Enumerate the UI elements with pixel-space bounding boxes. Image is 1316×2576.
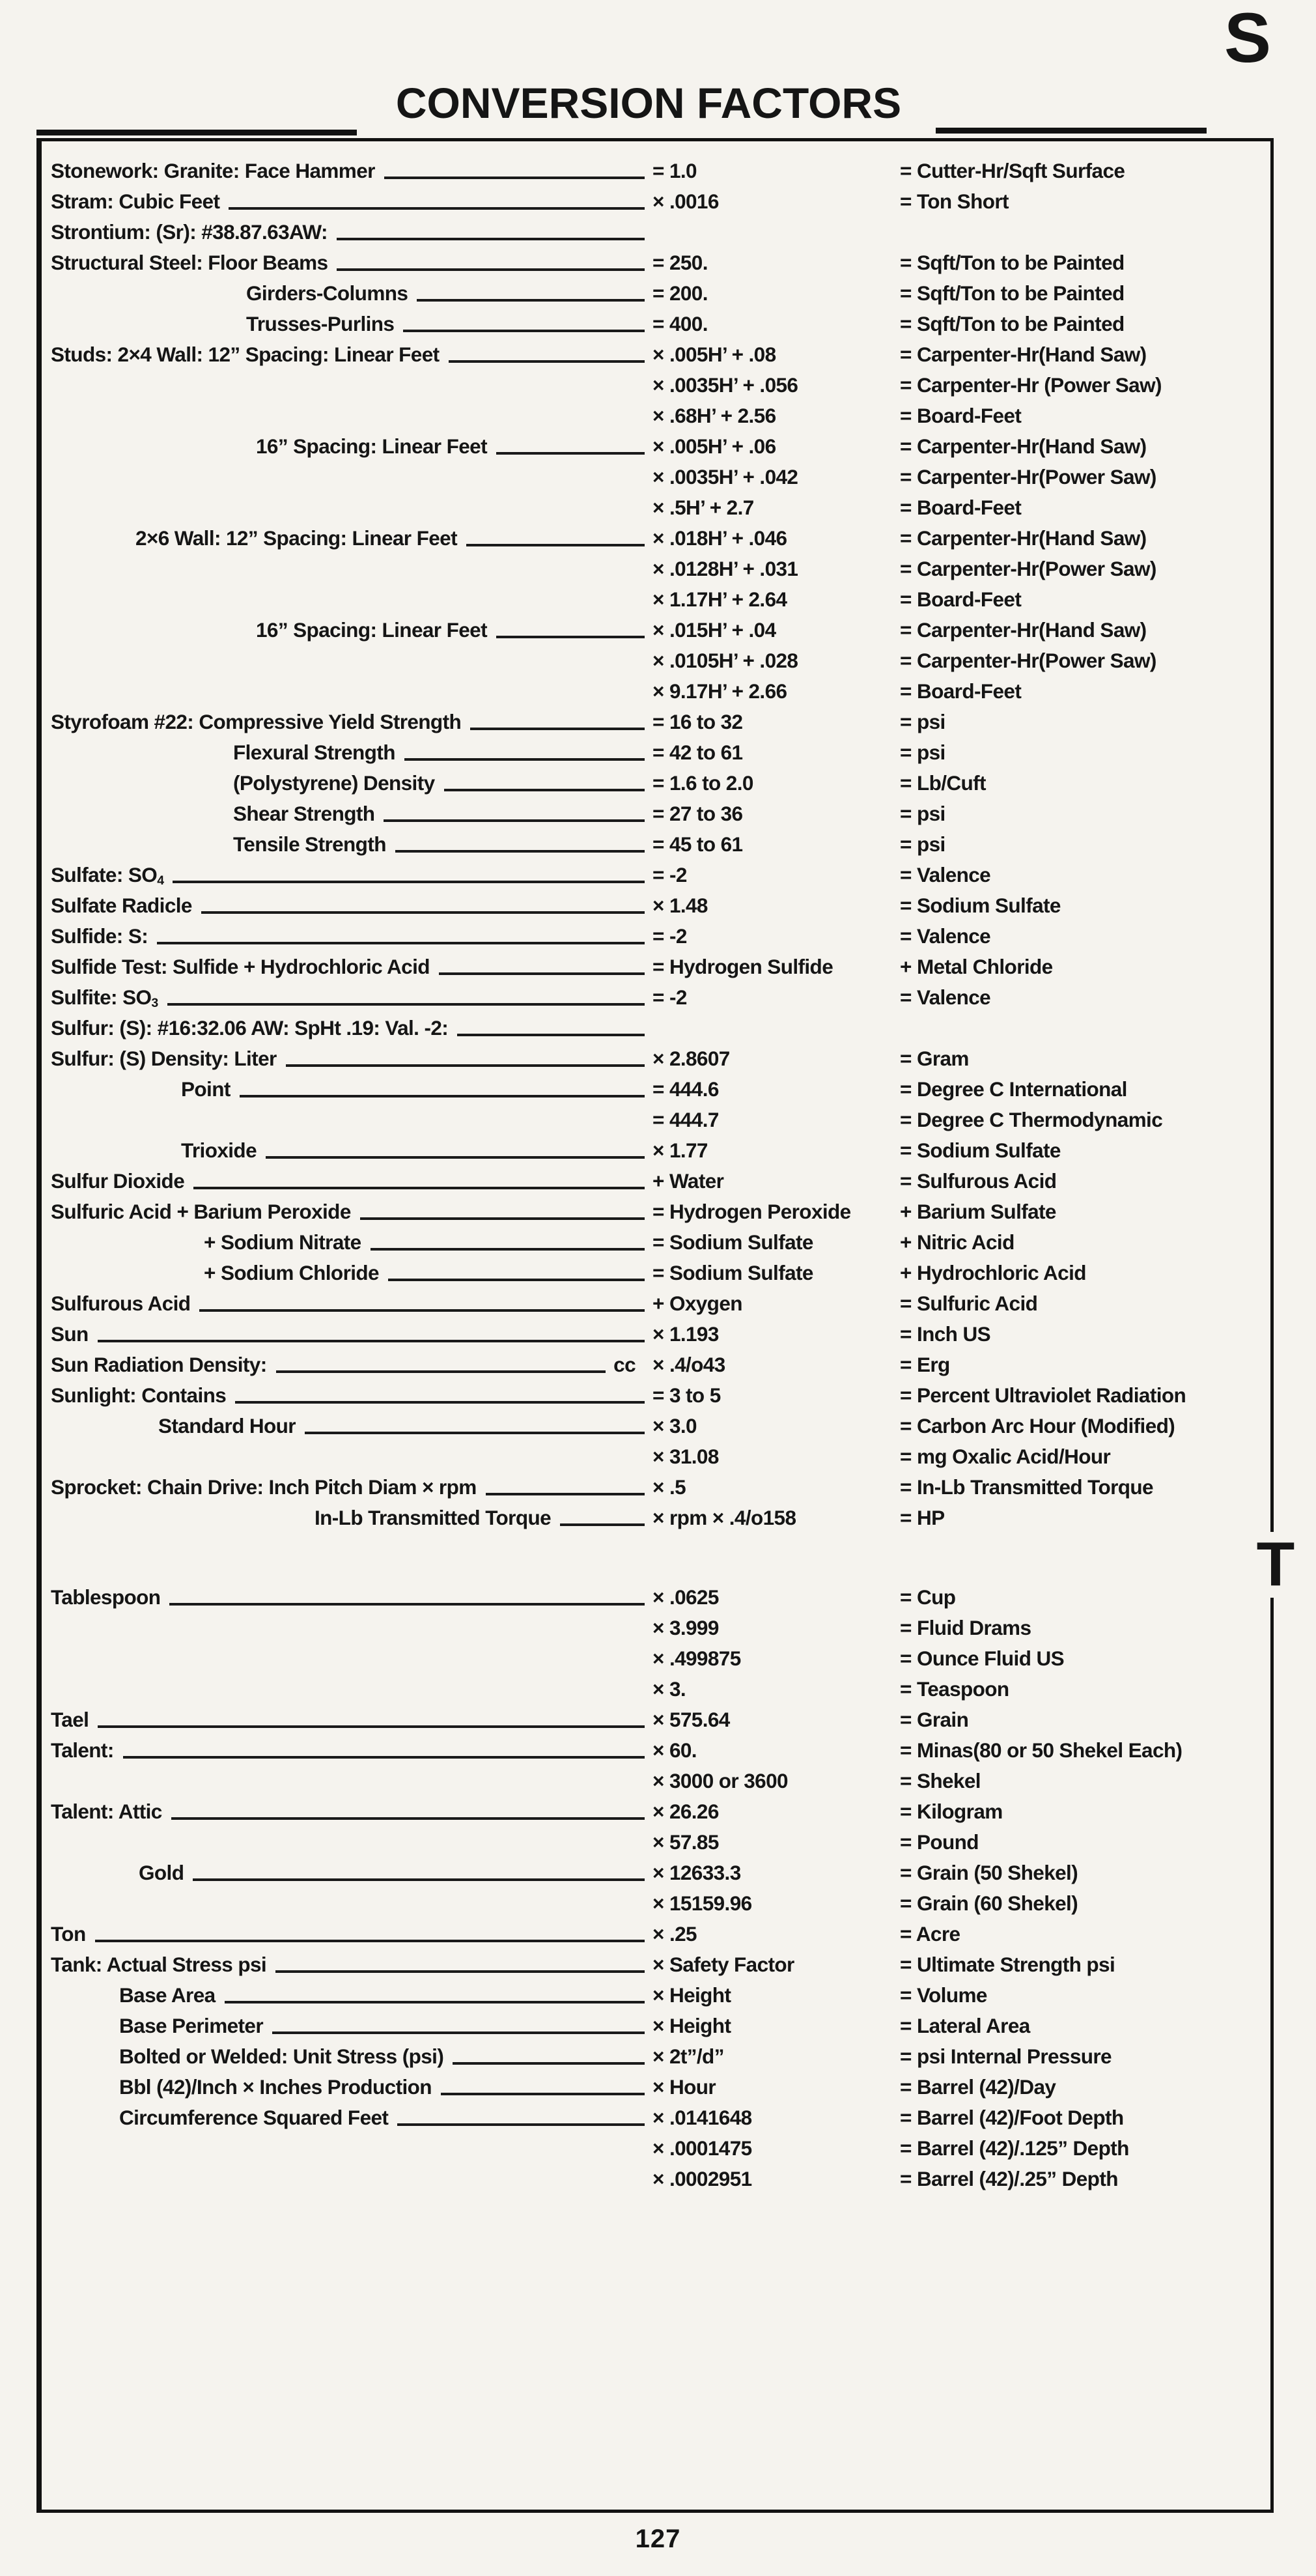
row-factor: = 1.6 to 2.0 <box>652 771 753 795</box>
row-result: = Barrel (42)/.125” Depth <box>900 2136 1129 2160</box>
row-label: Trusses-Purlins <box>246 312 395 335</box>
row-label: Styrofoam #22: Compressive Yield Strength <box>51 710 462 733</box>
table-row <box>51 1503 1261 1533</box>
row-label: Tablespoon <box>51 1585 161 1609</box>
table-row <box>51 768 1261 799</box>
row-factor: × 9.17H’ + 2.66 <box>652 679 787 703</box>
row-label: + Sodium Nitrate <box>204 1230 361 1254</box>
table-row <box>51 584 1261 615</box>
row-factor: × .499875 <box>652 1647 741 1670</box>
table-row <box>51 1288 1261 1319</box>
row-label: Trioxide <box>181 1139 257 1162</box>
row-result: = Grain (60 Shekel) <box>900 1891 1078 1915</box>
row-result: = Carpenter-Hr (Power Saw) <box>900 373 1162 397</box>
leader-line <box>272 2031 645 2034</box>
row-factor: × rpm × .4/o158 <box>652 1506 796 1529</box>
row-label: Strontium: (Sr): #38.87.63AW: <box>51 220 328 244</box>
row-result: = Carbon Arc Hour (Modified) <box>900 1414 1175 1437</box>
table-row <box>51 1105 1261 1135</box>
row-factor: = Hydrogen Sulfide <box>652 955 833 978</box>
row-label: In-Lb Transmitted Torque <box>315 1506 552 1529</box>
row-result: = Sodium Sulfate <box>900 1139 1061 1162</box>
row-label: Sulfate: SO4 <box>51 863 164 888</box>
row-result: = Ultimate Strength psi <box>900 1953 1115 1976</box>
row-label: Tael <box>51 1708 89 1731</box>
row-factor: = 444.6 <box>652 1077 719 1101</box>
leader-line <box>486 1493 645 1495</box>
row-factor: = 3 to 5 <box>652 1383 721 1407</box>
row-result: = Valence <box>900 924 991 948</box>
leader-line <box>235 1401 645 1404</box>
leader-line <box>384 177 645 179</box>
row-result: = Cutter-Hr/Sqft Surface <box>900 159 1125 182</box>
table-row <box>51 248 1261 278</box>
leader-line <box>199 1309 645 1312</box>
row-label: 2×6 Wall: 12” Spacing: Linear Feet <box>135 526 457 550</box>
row-label: Tensile Strength <box>233 832 386 856</box>
table-row <box>51 278 1261 309</box>
page-number: 127 <box>635 2525 681 2553</box>
row-result: = Lb/Cuft <box>900 771 986 795</box>
leader-line <box>95 1940 645 1942</box>
row-result: + Nitric Acid <box>900 1230 1015 1254</box>
row-label: Circumference Squared Feet <box>119 2106 389 2129</box>
table-row <box>51 1949 1261 1980</box>
row-factor: × 3000 or 3600 <box>652 1769 788 1792</box>
row-factor: × 57.85 <box>652 1830 719 1854</box>
row-factor: × .0002951 <box>652 2167 752 2190</box>
row-result: = Shekel <box>900 1769 981 1792</box>
row-label: Talent: Attic <box>51 1800 162 1823</box>
table-row <box>51 1411 1261 1441</box>
table-row <box>51 1582 1261 1613</box>
table-row <box>51 339 1261 370</box>
leader-line <box>305 1432 645 1434</box>
row-result: = psi <box>900 802 945 825</box>
leader-line <box>388 1279 645 1281</box>
row-result: = Valence <box>900 985 991 1009</box>
row-label: Girders-Columns <box>246 281 408 305</box>
table-row <box>51 1980 1261 2011</box>
table-frame <box>36 138 1274 2513</box>
row-result: = Percent Ultraviolet Radiation <box>900 1383 1186 1407</box>
row-label: Sulfurous Acid <box>51 1292 191 1315</box>
leader-line <box>395 850 645 853</box>
table-row <box>51 952 1261 982</box>
row-result: = Pound <box>900 1830 979 1854</box>
leader-line <box>439 972 645 975</box>
table-row <box>51 1013 1261 1043</box>
leader-line <box>337 268 645 271</box>
row-result: = Carpenter-Hr(Power Saw) <box>900 557 1156 580</box>
row-result: = Minas(80 or 50 Shekel Each) <box>900 1738 1183 1762</box>
leader-line <box>360 1217 645 1220</box>
row-result: + Hydrochloric Acid <box>900 1261 1086 1284</box>
row-factor: = 444.7 <box>652 1108 719 1131</box>
table-row <box>51 1674 1261 1705</box>
table-row <box>51 1135 1261 1166</box>
row-label: Sulfur: (S): #16:32.06 AW: SpHt .19: Val. -2: <box>51 1016 449 1040</box>
row-factor: × .005H’ + .08 <box>652 343 776 366</box>
table-row <box>51 2072 1261 2102</box>
row-factor: × 2t”/d” <box>652 2045 724 2068</box>
row-factor: = 45 to 61 <box>652 832 743 856</box>
row-factor: + Water <box>652 1169 724 1193</box>
row-factor: = -2 <box>652 985 687 1009</box>
row-factor: × Height <box>652 1983 731 2007</box>
table-row <box>51 982 1261 1013</box>
row-label: Sulfate Radicle <box>51 894 192 917</box>
row-label: Talent: <box>51 1738 114 1762</box>
table-row <box>51 309 1261 339</box>
table-row <box>51 1441 1261 1472</box>
table-row <box>51 1380 1261 1411</box>
row-factor: = Sodium Sulfate <box>652 1261 813 1284</box>
row-factor: × 1.17H’ + 2.64 <box>652 587 787 611</box>
row-label: + Sodium Chloride <box>204 1261 379 1284</box>
row-result: = Carpenter-Hr(Hand Saw) <box>900 343 1147 366</box>
row-label: Sunlight: Contains <box>51 1383 227 1407</box>
table-row <box>51 1043 1261 1074</box>
table-row <box>51 523 1261 554</box>
row-result: = Carpenter-Hr(Hand Saw) <box>900 526 1147 550</box>
row-result: = Ton Short <box>900 190 1009 213</box>
row-label: (Polystyrene) Density <box>233 771 435 795</box>
leader-line <box>157 942 645 944</box>
row-result: = Sulfuric Acid <box>900 1292 1038 1315</box>
row-factor: × .4/o43 <box>652 1353 725 1376</box>
row-label: Tank: Actual Stress psi <box>51 1953 267 1976</box>
row-factor: × .0001475 <box>652 2136 752 2160</box>
table-row <box>51 645 1261 676</box>
leader-line <box>404 758 645 761</box>
leader-line <box>276 1370 606 1373</box>
chemical-subscript: 3 <box>151 996 158 1011</box>
row-factor: × 3.999 <box>652 1616 719 1639</box>
table-row <box>51 1196 1261 1227</box>
row-label: Gold <box>139 1861 184 1884</box>
leader-line <box>173 881 645 883</box>
row-label: Sulfur Dioxide <box>51 1169 185 1193</box>
row-factor: × .25 <box>652 1922 697 1946</box>
row-result: = Inch US <box>900 1322 991 1346</box>
row-result: = Acre <box>900 1922 960 1946</box>
row-result: = Degree C Thermodynamic <box>900 1108 1163 1131</box>
leader-line <box>496 636 645 638</box>
row-factor: × .0035H’ + .042 <box>652 465 798 488</box>
table-row <box>51 1350 1261 1380</box>
title-rule-right <box>936 128 1207 134</box>
row-factor: × 60. <box>652 1738 697 1762</box>
leader-line <box>337 238 645 240</box>
row-label: Sulfite: SO3 <box>51 985 158 1011</box>
table-row <box>51 1166 1261 1196</box>
row-factor: × Height <box>652 2014 731 2037</box>
table-row <box>51 1705 1261 1735</box>
leader-line <box>403 330 645 332</box>
table-row <box>51 370 1261 401</box>
table-row <box>51 492 1261 523</box>
row-factor: × 15159.96 <box>652 1891 752 1915</box>
leader-line <box>98 1340 645 1342</box>
page-title: CONVERSION FACTORS <box>395 79 902 127</box>
row-factor: × .5H’ + 2.7 <box>652 496 754 519</box>
table-row <box>51 890 1261 921</box>
row-result: = Board-Feet <box>900 587 1022 611</box>
leader-line <box>470 728 645 730</box>
row-result: = Carpenter-Hr(Hand Saw) <box>900 618 1147 642</box>
row-result: = HP <box>900 1506 945 1529</box>
row-result: = Ounce Fluid US <box>900 1647 1065 1670</box>
leader-line <box>193 1878 645 1881</box>
row-result: = Cup <box>900 1585 956 1609</box>
row-label: Structural Steel: Floor Beams <box>51 251 328 274</box>
table-row <box>51 676 1261 707</box>
row-result: = Board-Feet <box>900 496 1022 519</box>
row-label: Sulfur: (S) Density: Liter <box>51 1047 277 1070</box>
table-row <box>51 401 1261 431</box>
row-result: = psi <box>900 832 945 856</box>
leader-line <box>123 1756 645 1759</box>
table-row <box>51 1919 1261 1949</box>
leader-line <box>171 1817 645 1820</box>
row-factor: × .0128H’ + .031 <box>652 557 798 580</box>
row-factor: × .0105H’ + .028 <box>652 649 798 672</box>
row-label: Base Perimeter <box>119 2014 263 2037</box>
table-row <box>51 2011 1261 2041</box>
row-result: = Carpenter-Hr(Hand Saw) <box>900 434 1147 458</box>
row-factor: × Safety Factor <box>652 1953 794 1976</box>
row-factor: × 2.8607 <box>652 1047 730 1070</box>
row-result: = psi <box>900 741 945 764</box>
leader-line <box>371 1248 645 1251</box>
table-row <box>51 554 1261 584</box>
row-result: = Board-Feet <box>900 404 1022 427</box>
row-factor: × 1.77 <box>652 1139 708 1162</box>
leader-line <box>457 1034 645 1036</box>
title-rule-left <box>36 130 357 135</box>
row-factor: = Sodium Sulfate <box>652 1230 813 1254</box>
row-result: = Barrel (42)/.25” Depth <box>900 2167 1118 2190</box>
row-label: Base Area <box>119 1983 216 2007</box>
row-factor: × 26.26 <box>652 1800 719 1823</box>
leader-line <box>275 1970 645 1973</box>
row-label: Standard Hour <box>158 1414 296 1437</box>
table-row <box>51 1613 1261 1643</box>
row-result: = Sqft/Ton to be Painted <box>900 312 1125 335</box>
row-result: = Gram <box>900 1047 969 1070</box>
section-tab-s: S <box>1224 0 1272 77</box>
leader-line <box>201 911 645 914</box>
row-factor: = -2 <box>652 863 687 886</box>
table-row <box>51 1258 1261 1288</box>
row-label: Studs: 2×4 Wall: 12” Spacing: Linear Feet <box>51 343 440 366</box>
row-result: = Grain <box>900 1708 969 1731</box>
row-result: = Lateral Area <box>900 2014 1030 2037</box>
row-label: Flexural Strength <box>233 741 395 764</box>
row-factor: × 3.0 <box>652 1414 697 1437</box>
row-label: Shear Strength <box>233 802 375 825</box>
conversion-table <box>51 156 1261 2194</box>
table-row <box>51 1888 1261 1919</box>
leader-line <box>286 1064 645 1067</box>
table-row <box>51 1827 1261 1858</box>
leader-line <box>444 789 645 791</box>
row-result: = Kilogram <box>900 1800 1003 1823</box>
row-label: Sulfide: S: <box>51 924 148 948</box>
leader-line <box>417 299 645 302</box>
row-result: = Degree C International <box>900 1077 1127 1101</box>
row-result: = Volume <box>900 1983 987 2007</box>
row-factor: = 16 to 32 <box>652 710 743 733</box>
row-factor: = 27 to 36 <box>652 802 743 825</box>
table-row <box>51 2133 1261 2164</box>
row-factor: × .0625 <box>652 1585 719 1609</box>
row-result: = Sodium Sulfate <box>900 894 1061 917</box>
row-result: = Barrel (42)/Day <box>900 2075 1056 2099</box>
table-row <box>51 799 1261 829</box>
table-row <box>51 1735 1261 1766</box>
leader-line <box>496 452 645 455</box>
row-factor: × .0035H’ + .056 <box>652 373 798 397</box>
row-label: Sprocket: Chain Drive: Inch Pitch Diam × rpm <box>51 1475 477 1499</box>
row-factor: × .0141648 <box>652 2106 752 2129</box>
row-result: = Sqft/Ton to be Painted <box>900 281 1125 305</box>
row-label: Stram: Cubic Feet <box>51 190 220 213</box>
row-factor: × .005H’ + .06 <box>652 434 776 458</box>
row-factor: = 200. <box>652 281 708 305</box>
table-row <box>51 2164 1261 2194</box>
leader-line <box>193 1187 645 1189</box>
table-row <box>51 707 1261 737</box>
table-row <box>51 431 1261 462</box>
leader-line <box>441 2093 645 2095</box>
row-factor: × .68H’ + 2.56 <box>652 404 776 427</box>
row-factor: × .0016 <box>652 190 719 213</box>
table-row <box>51 737 1261 768</box>
row-factor: × 12633.3 <box>652 1861 741 1884</box>
row-result: = Erg <box>900 1353 950 1376</box>
table-row <box>51 1796 1261 1827</box>
row-label: Sun <box>51 1322 89 1346</box>
table-row <box>51 1074 1261 1105</box>
leader-line <box>98 1725 645 1728</box>
row-result: = Sulfurous Acid <box>900 1169 1057 1193</box>
row-result: = Fluid Drams <box>900 1616 1031 1639</box>
leader-line <box>167 1003 645 1006</box>
row-label: Stonework: Granite: Face Hammer <box>51 159 375 182</box>
row-result: = psi Internal Pressure <box>900 2045 1112 2068</box>
row-result: = Carpenter-Hr(Power Saw) <box>900 649 1156 672</box>
row-result: + Barium Sulfate <box>900 1200 1056 1223</box>
table-row <box>51 1766 1261 1796</box>
table-row <box>51 217 1261 248</box>
row-result: = psi <box>900 710 945 733</box>
table-row <box>51 1227 1261 1258</box>
row-result: = mg Oxalic Acid/Hour <box>900 1445 1111 1468</box>
row-label: Sulfuric Acid + Barium Peroxide <box>51 1200 351 1223</box>
row-suffix: cc <box>613 1353 636 1376</box>
row-label: Ton <box>51 1922 86 1946</box>
row-result: = In-Lb Transmitted Torque <box>900 1475 1153 1499</box>
row-factor: × .5 <box>652 1475 686 1499</box>
row-factor: = 400. <box>652 312 708 335</box>
table-row <box>51 921 1261 952</box>
row-result: = Carpenter-Hr(Power Saw) <box>900 465 1156 488</box>
row-factor: × 575.64 <box>652 1708 730 1731</box>
leader-line <box>397 2123 645 2126</box>
row-label: Sulfide Test: Sulfide + Hydrochloric Acid <box>51 955 430 978</box>
row-result: = Sqft/Ton to be Painted <box>900 251 1125 274</box>
table-row <box>51 1858 1261 1888</box>
row-label: Bolted or Welded: Unit Stress (psi) <box>119 2045 444 2068</box>
chemical-subscript: 4 <box>157 873 164 888</box>
row-label: Point <box>181 1077 231 1101</box>
leader-line <box>453 2062 645 2065</box>
section-tab-t: T <box>1252 1532 1300 1598</box>
table-row <box>51 2102 1261 2133</box>
row-factor: = 250. <box>652 251 708 274</box>
row-label: Bbl (42)/Inch × Inches Production <box>119 2075 432 2099</box>
row-result: = Barrel (42)/Foot Depth <box>900 2106 1124 2129</box>
table-row <box>51 462 1261 492</box>
row-result: = Valence <box>900 863 991 886</box>
row-factor: × 3. <box>652 1677 686 1701</box>
leader-line <box>449 360 645 363</box>
leader-line <box>169 1603 645 1606</box>
row-factor: × .018H’ + .046 <box>652 526 787 550</box>
leader-line <box>384 819 645 822</box>
table-row <box>51 1643 1261 1674</box>
row-factor: = 42 to 61 <box>652 741 743 764</box>
leader-line <box>240 1095 645 1097</box>
row-factor: × 1.193 <box>652 1322 719 1346</box>
row-factor: = 1.0 <box>652 159 697 182</box>
table-row <box>51 156 1261 186</box>
row-label: 16” Spacing: Linear Feet <box>256 434 487 458</box>
row-label: Sun Radiation Density: <box>51 1353 267 1376</box>
table-row <box>51 615 1261 645</box>
row-factor: = -2 <box>652 924 687 948</box>
row-result: + Metal Chloride <box>900 955 1053 978</box>
row-factor: = Hydrogen Peroxide <box>652 1200 851 1223</box>
row-result: = Grain (50 Shekel) <box>900 1861 1078 1884</box>
table-row <box>51 829 1261 860</box>
table-row <box>51 1319 1261 1350</box>
leader-line <box>225 2001 645 2003</box>
leader-line <box>560 1523 645 1526</box>
row-result: = Teaspoon <box>900 1677 1009 1701</box>
row-factor: × Hour <box>652 2075 716 2099</box>
table-row <box>51 186 1261 217</box>
leader-line <box>229 207 645 210</box>
row-label: 16” Spacing: Linear Feet <box>256 618 487 642</box>
row-factor: × 31.08 <box>652 1445 719 1468</box>
row-factor: + Oxygen <box>652 1292 742 1315</box>
table-row <box>51 1472 1261 1503</box>
table-row <box>51 860 1261 890</box>
leader-line <box>466 544 645 546</box>
leader-line <box>266 1156 645 1159</box>
table-row <box>51 2041 1261 2072</box>
row-factor: × 1.48 <box>652 894 708 917</box>
row-factor: × .015H’ + .04 <box>652 618 776 642</box>
row-result: = Board-Feet <box>900 679 1022 703</box>
